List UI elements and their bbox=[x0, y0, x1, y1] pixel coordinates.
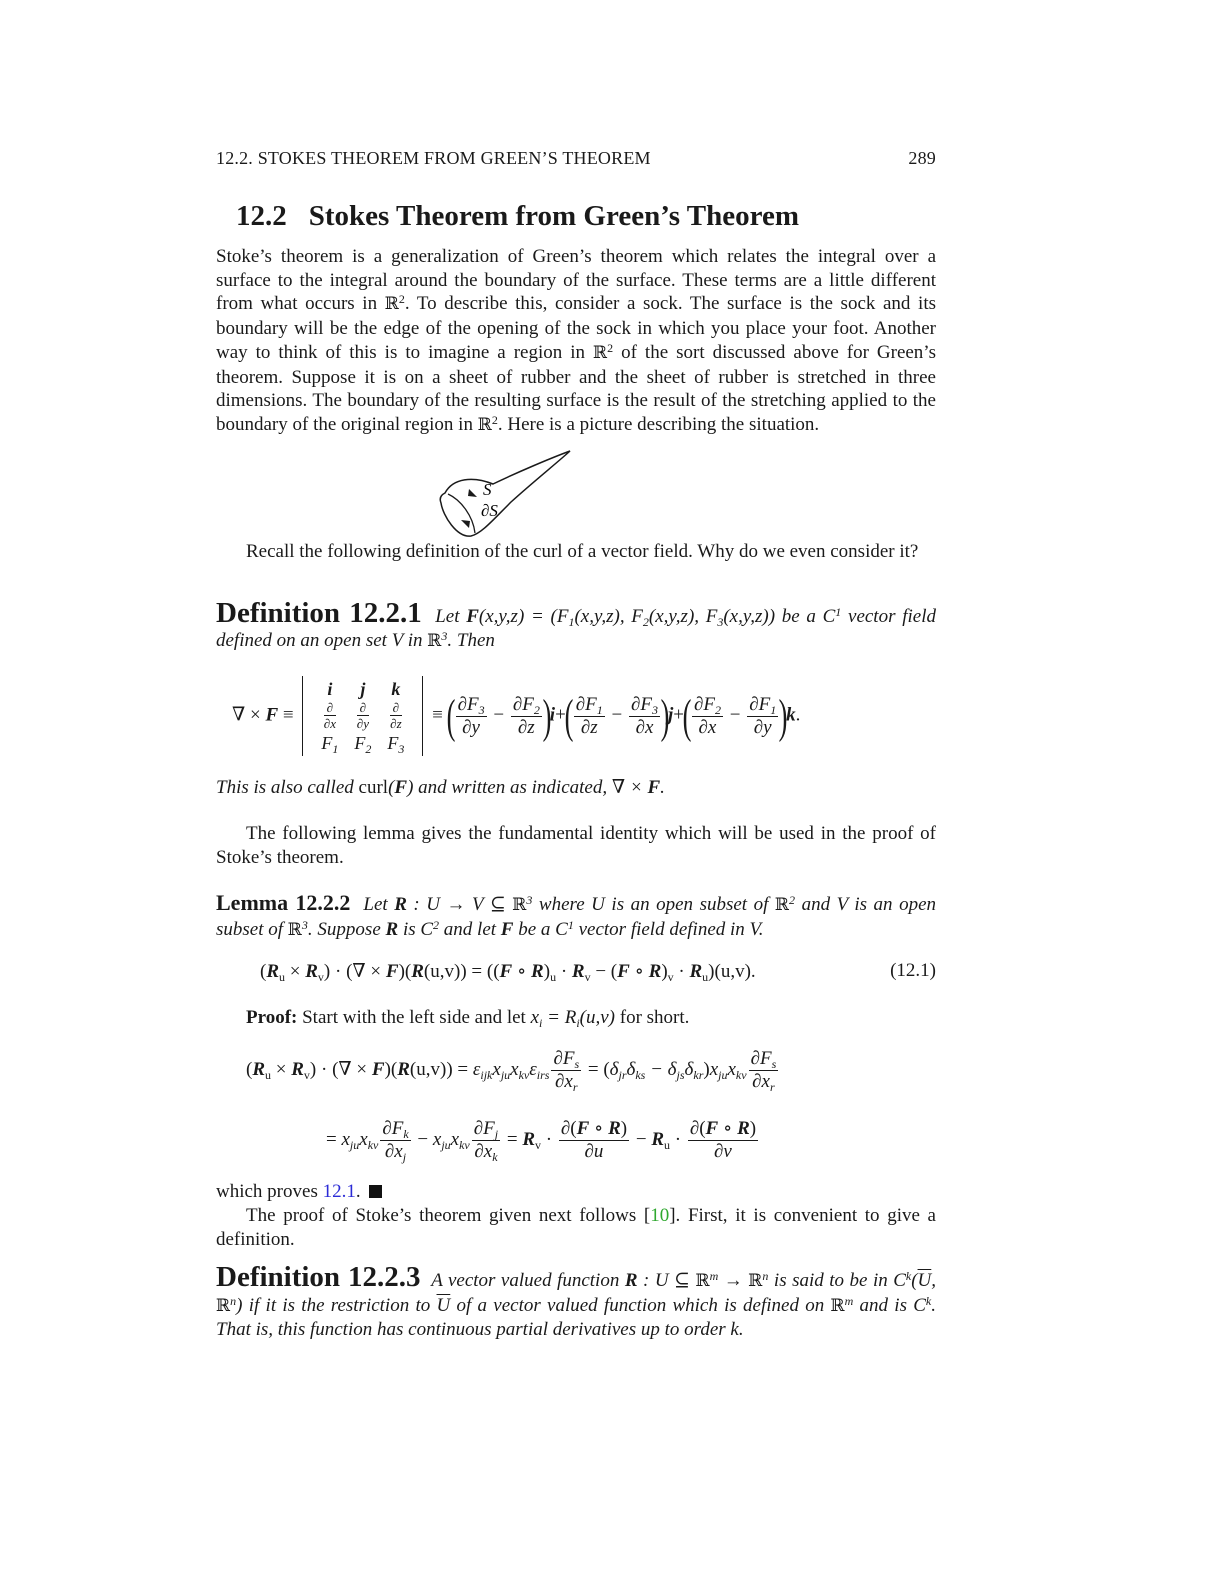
curl-note: This is also called curl(F) and written as indicated, ∇ × F. bbox=[216, 777, 665, 798]
lemma-statement: Lemma 12.2.2 Let R : U → V ⊆ ℝ$^3$ where U is an open subset of ℝ$^2$ and V is an open subset of ℝ$^3$. Suppose R is $C^2$ and let F be a $C^1$ vector field defined in V. bbox=[216, 890, 937, 940]
running-header bbox=[216, 148, 936, 169]
definition-label: Definition 12.2.1 bbox=[216, 597, 422, 629]
proof-end: which proves 12.1. bbox=[216, 1180, 936, 1204]
proof-equation-1: $(R_u \times R_v)$ · (∇ × $F)(R(u,v)) = \varepsilon_{ijk}x_{ju}x_{kv}\varepsilon_{irs}$ $\frac{\partial F_s}{\partial x_r}$ = $(\delta_{jr}\delta_{ks} - \delta_{js}\delta_{kr})x_{ju}x_{kv}$ $\frac{\partial F_s}{\partial x_r}$ bbox=[246, 1048, 777, 1094]
equation-number: (12.1) bbox=[890, 960, 936, 981]
surface-label: S bbox=[483, 480, 492, 499]
section-number: 12.2 bbox=[236, 200, 287, 232]
curl-determinant: i j k ∂ ∂x ∂ ∂y ∂ ∂z $F_1$ $F_2$ $F_3$ bbox=[302, 676, 423, 756]
lemma-intro-paragraph: The following lemma gives the fundamental identity which will be used in the proof of Stoke’s theorem. bbox=[216, 823, 936, 868]
next-proof-paragraph: The proof of Stoke’s theorem given next follows [10]. First, it is convenient to give a definition. bbox=[216, 1205, 936, 1250]
section-heading bbox=[236, 200, 799, 233]
intro-paragraph: Stoke’s theorem is a generalization of Green’s theorem which relates the integral over a surface to the integral around the boundary of the surface. These terms are a little different from what occurs in ℝ$^2$. To describe this, consider a sock. The surface is the sock and its boundary will be the edge of the opening of the sock in which you place your foot. Another way to think of this is to imagine a region in ℝ$^2$ of the sort discussed above for Green’s theorem. Suppose it is on a sheet of rubber and the sheet of rubber is stretched in three dimensions. The boundary of the resulting surface is the result of the stretching applied to the boundary of the original region in ℝ$^2$. Here is a picture describing the situation. bbox=[216, 246, 936, 435]
sock-surface-figure bbox=[433, 448, 573, 543]
page-number: 289 bbox=[908, 148, 936, 168]
recall-paragraph: Recall the following definition of the curl of a vector field. Why do we even consider it? bbox=[246, 541, 919, 562]
section-title: Stokes Theorem from Green’s Theorem bbox=[308, 200, 800, 232]
proof-start: Proof: Start with the left side and let $x_i = R_i(u,v)$ for short. bbox=[246, 1007, 690, 1030]
running-title: 12.2. STOKES THEOREM FROM GREEN’S THEOREM bbox=[216, 148, 651, 168]
qed-square-icon bbox=[369, 1185, 382, 1198]
proof-label: Proof: bbox=[246, 1007, 298, 1028]
citation-link[interactable]: 10 bbox=[650, 1205, 670, 1226]
definition-label-2: Definition 12.2.3 bbox=[216, 1261, 421, 1293]
boundary-label: ∂S bbox=[481, 501, 498, 520]
definition-curl: Definition 12.2.1 Let $F(x,y,z) = (F_1(x,y,z)$, $F_2(x,y,z)$, $F_3(x,y,z)$) be a $C^1$ vector field defined on an open set V in ℝ$^3$. Then bbox=[216, 597, 936, 651]
lemma-equation: $(R_u \times R_v)$ · (∇ × F)(R(u,v)) = ((F ∘ $R)_u \cdot R_v - (F$ ∘ $R)_v \cdot R_u)(u,v)$. (12.1) bbox=[260, 960, 936, 984]
lemma-label: Lemma 12.2.2 bbox=[216, 890, 351, 915]
equation-reference-link[interactable]: 12.1 bbox=[322, 1181, 356, 1202]
curl-equation: ∇ × F ≡ i j k ∂ ∂x ∂ ∂y ∂ ∂z $F_1$ $F_2$ $F_3$ ≡ ( $\frac{\partial F_3}{\partial y}$ − $\frac{\partial F_2}{\partial z}$ )i+( $\frac{\partial F_1}{\partial z}$ − $\frac{\partial F_3}{\partial x}$ )j+( $\frac{\partial F_2}{\partial x}$ − $\frac{\partial F_1}{\partial y}$ )k. bbox=[232, 676, 952, 756]
proof-equation-2: = $x_{ju}x_{kv}$ $\frac{\partial F_k}{\partial x_j}$ − $x_{ju}x_{kv}$ $\frac{\partial F_j}{\partial x_k}$ = $R_v$ · $\frac{\partial(F \circ R)}{\partial u}$ − $R_u$ · $\frac{\partial(F \circ R)}{\partial v}$ bbox=[326, 1118, 757, 1164]
definition-ck: Definition 12.2.3 A vector valued function R : U ⊆ ℝ$^m$ → ℝ$^n$ is said to be in $C^k(\overline{U}$, ℝ$^n$) if it is the restriction to $\overline{U}$ of a vector valued function which is defined on ℝ$^m$ and is $C^k$. That is, this function has continuous partial derivatives up to order k. bbox=[216, 1261, 937, 1341]
